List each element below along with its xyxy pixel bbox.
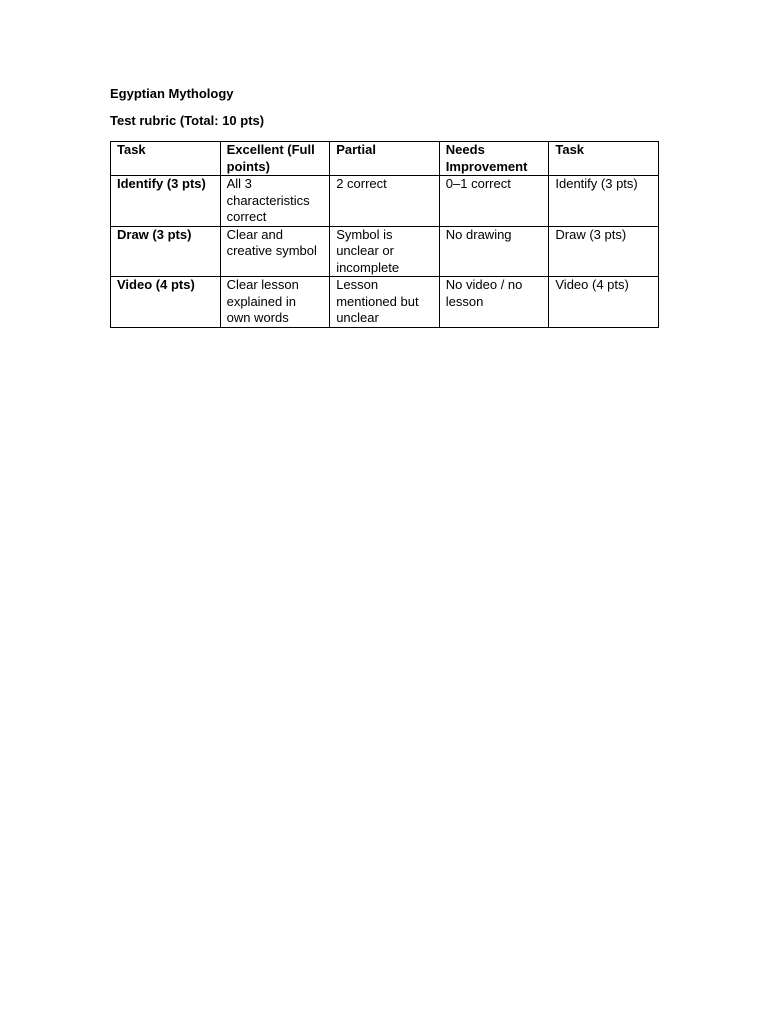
row-needs-improvement-cell: No video / no lesson <box>439 277 549 328</box>
header-task-repeat: Task <box>549 142 659 176</box>
row-task-cell: Identify (3 pts) <box>111 176 221 227</box>
row-needs-improvement-cell: No drawing <box>439 226 549 277</box>
document-title: Egyptian Mythology <box>110 86 234 101</box>
row-excellent-cell: Clear lesson explained in own words <box>220 277 330 328</box>
rubric-table <box>110 141 659 328</box>
table-row <box>111 277 659 328</box>
rubric-heading: Test rubric (Total: 10 pts) <box>110 113 265 128</box>
table-header-row <box>111 142 659 176</box>
row-task-repeat-cell: Draw (3 pts) <box>549 226 659 277</box>
row-task-cell: Draw (3 pts) <box>111 226 221 277</box>
table-row <box>111 176 659 227</box>
row-task-cell: Video (4 pts) <box>111 277 221 328</box>
row-partial-cell: Symbol is unclear or incomplete <box>330 226 440 277</box>
header-partial: Partial <box>330 142 440 176</box>
header-excellent: Excellent (Full points) <box>220 142 330 176</box>
row-excellent-cell: Clear and creative symbol <box>220 226 330 277</box>
row-needs-improvement-cell: 0–1 correct <box>439 176 549 227</box>
row-task-repeat-cell: Identify (3 pts) <box>549 176 659 227</box>
row-task-repeat-cell: Video (4 pts) <box>549 277 659 328</box>
row-partial-cell: Lesson mentioned but unclear <box>330 277 440 328</box>
table-row <box>111 226 659 277</box>
header-task: Task <box>111 142 221 176</box>
row-partial-cell: 2 correct <box>330 176 440 227</box>
header-needs-improvement: Needs Improvement <box>439 142 549 176</box>
row-excellent-cell: All 3 characteristics correct <box>220 176 330 227</box>
